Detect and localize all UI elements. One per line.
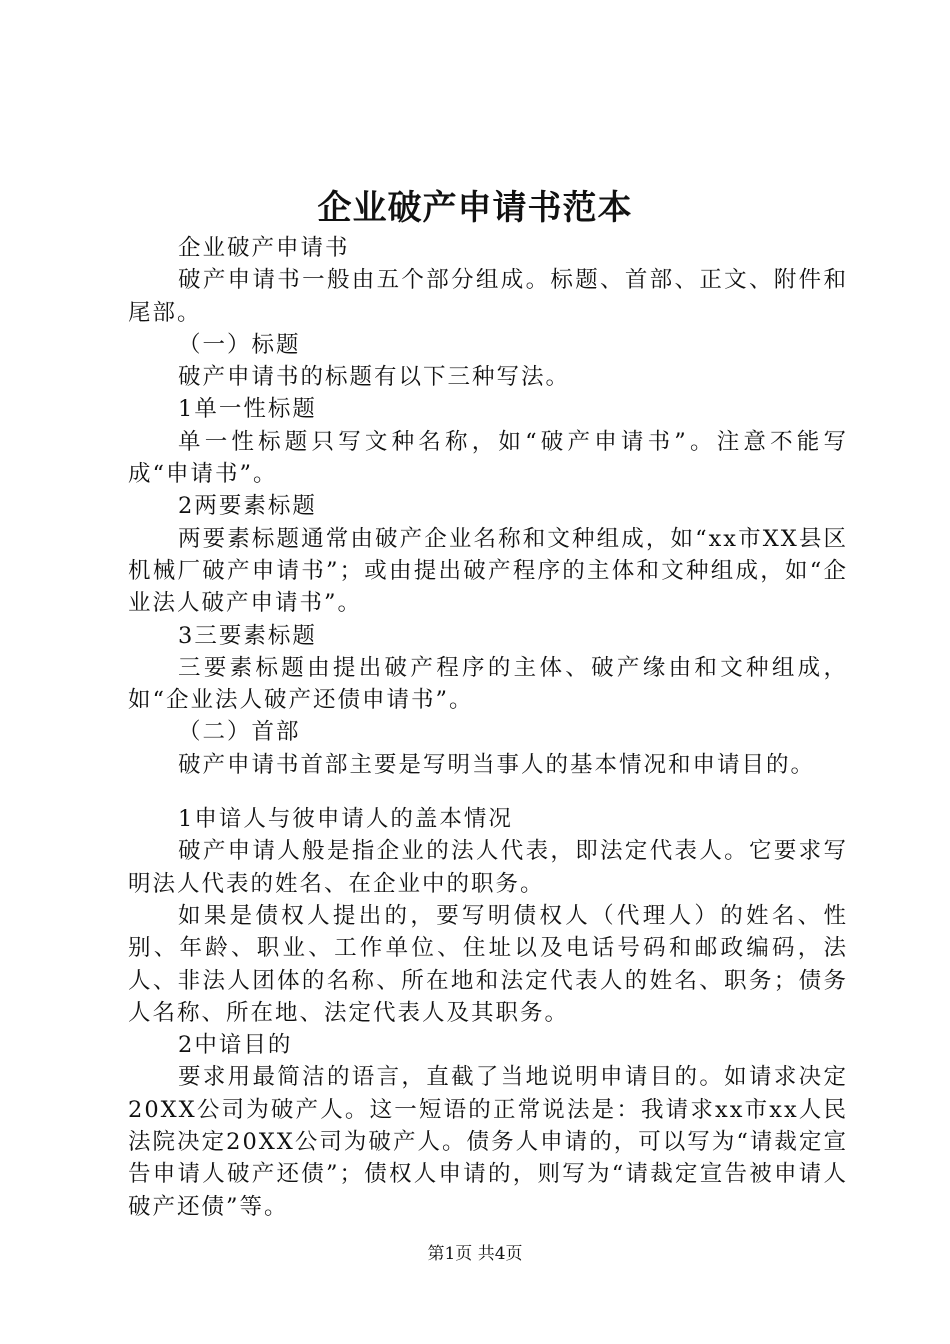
- paragraph-two-element-title: 两要素标题通常由破产企业名称和文种组成，如“xx市XX县区机械厂破产申请书”；或由提出破产程序的主体和文种组成，如“企业法人破产申请书”。: [128, 525, 848, 617]
- subheading-applicant-info: 1申谙人与彼申请人的盖本情况: [178, 806, 513, 833]
- subheading-three-element-title: 3三要素标题: [178, 622, 317, 649]
- subheading-two-element-title: 2两要素标题: [178, 493, 317, 520]
- document-title: 企业破产申请书范本: [317, 188, 633, 228]
- section-heading-header: （二）首部: [178, 719, 301, 746]
- paragraph-structure: 破产申请书一般由五个部分组成。标题、首部、正文、附件和尾部。: [128, 267, 848, 326]
- paragraph-intro-heading: 企业破产申请书: [178, 235, 350, 261]
- paragraph-single-title: 单一性标题只写文种名称，如“破产申请书”。注意不能写成“申请书”。: [128, 428, 848, 488]
- document-body: [128, 232, 848, 1223]
- paragraph-application-purpose: 要求用最简洁的语言，直截了当地说明申请目的。如请求决定20XX公司为破产人。这一短语的正常说法是：我请求xx市xx人民法院决定20XX公司为破产人。债务人申请的，可以写为“请裁定宣告申请人破产还债”；债权人申请的，则写为“请裁定宣告被申请人破产还债”等。: [128, 1064, 848, 1220]
- page-footer: 第1页 共4页: [427, 1244, 523, 1264]
- paragraph-three-element-title: 三要素标题由提出破产程序的主体、破产缘由和文种组成，如“企业法人破产还债申请书”。: [128, 654, 848, 714]
- section-heading-title: （一）标题: [178, 331, 301, 358]
- subheading-application-purpose: 2中谙目的: [178, 1032, 293, 1059]
- paragraph-title-methods: 破产申请书的标题有以下三种写法。: [178, 364, 571, 391]
- subheading-single-title: 1单一性标题: [178, 396, 317, 423]
- paragraph-spacer: [128, 781, 848, 803]
- paragraph-creditor-info: 如果是债权人提出的，要写明债权人（代理人）的姓名、性别、年龄、职业、工作单位、住址以及电话号码和邮政编码，法人、非法人团体的名称、所在地和法定代表人的姓名、职务；债务人名称、所在地、法定代表人及其职务。: [128, 902, 848, 1026]
- paragraph-header-purpose: 破产申请书首部主要是写明当事人的基本情况和申请目的。: [178, 751, 816, 778]
- paragraph-applicant-definition: 破产申请人般是指企业的法人代表，即法定代表人。它要求写明法人代表的姓名、在企业中的职务。: [128, 838, 848, 897]
